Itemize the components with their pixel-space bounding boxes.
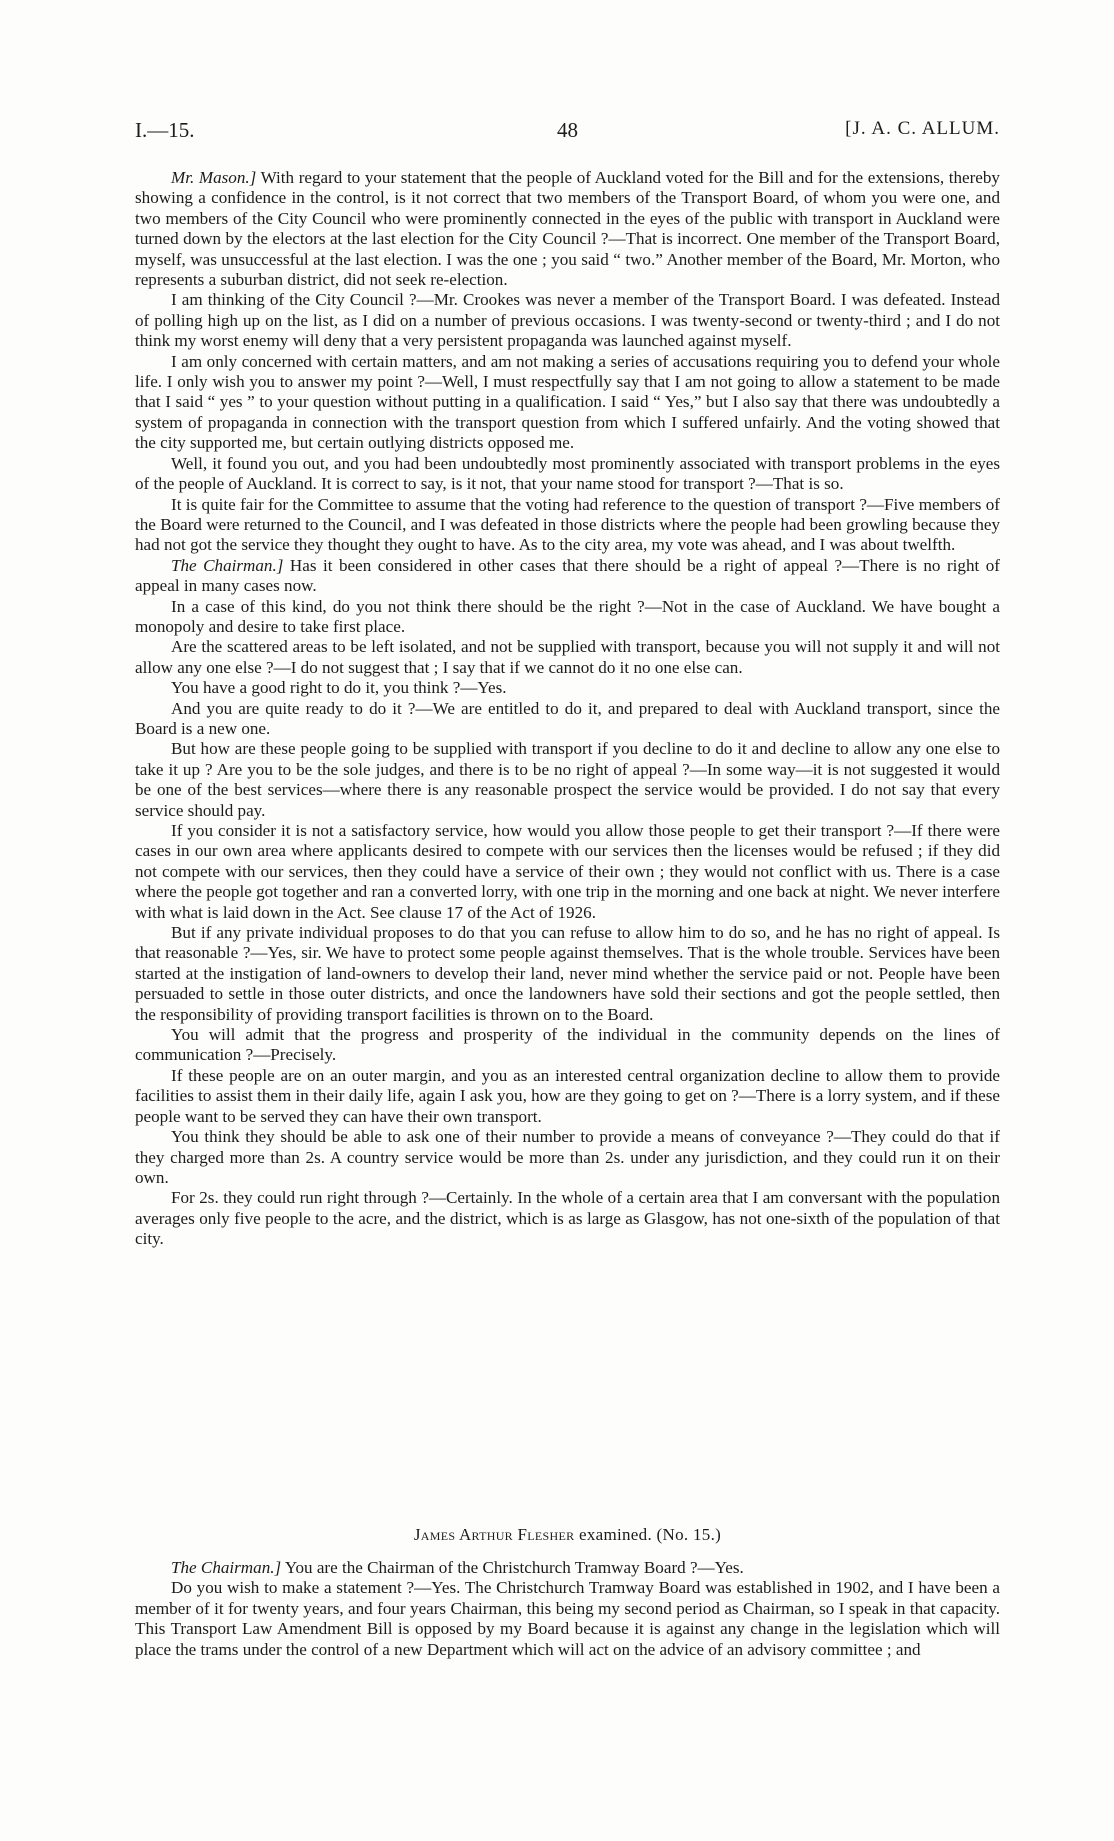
paragraph [135, 923, 1000, 1025]
paragraph [135, 597, 1000, 638]
paragraph [135, 556, 1000, 597]
speaker-label: The Chairman.] [171, 1558, 282, 1577]
paragraph-text: I am thinking of the City Council ?—Mr. Crookes was never a member of the Transport Board. I was defeated. Instead of polling high up on the list, as I did on a number of previous occasions. I was twenty-second or twenty-third ; and I do not think my worst enemy will deny that a very persistent propaganda was launched against myself. [135, 290, 1000, 351]
paragraph-text: You have a good right to do it, you think ?—Yes. [171, 678, 507, 698]
paragraph-text: If these people are on an outer margin, and you as an interested central organization decline to allow them to provide facilities to assist them in their daily life, again I ask you, how are they going to get on ?—There is a lorry system, and if these people want to be served they can have their own transport. [135, 1065, 1000, 1126]
paragraph [135, 637, 1000, 678]
testimony-body [135, 168, 1000, 1250]
paragraph-text: You think they should be able to ask one of their number to provide a means of conveyance ?—They could do that if they charged more than 2s. A country service would be more than 2s. under any jurisdiction, and they could run it on their own. [135, 1127, 1000, 1187]
paragraph-text: In a case of this kind, do you not think there should be the right ?—Not in the case of Auckland. We have bought a monopoly and desire to take first place. [135, 596, 1000, 636]
paragraph [135, 495, 1000, 556]
paragraph-text: I am only concerned with certain matters, and am not making a series of accusations requiring you to defend your whole life. I only wish you to answer my point ?—Well, I must respectfully say that I am not going to allow a statement to be made that I said “ yes ” to your question without putting in a qualification. I said “ Yes,” but I also say that there was undoubtedly a system of propaganda in connection with the transport question from which I suffered unfairly. And the voting showed that the city supported me, but certain outlying districts opposed me. [135, 351, 1000, 453]
speaker-label: The Chairman.] [171, 555, 284, 575]
paragraph-text: With regard to your statement that the people of Auckland voted for the Bill and for the extensions, thereby showing a confidence in the control, is it not correct that two members of the Transport Board, of whom you were one, and two members of the City Council who were prominently connected in the eyes of the public with transport in Auckland were turned down by the electors at the last election for the City Council ?—That is incorrect. One member of the Transport Board, myself, was unsuccessful at the last election. I was the one ; you said “ two.” Another member of the Board, Mr. Morton, who represents a suburban district, did not seek re-election. [135, 168, 1000, 290]
paragraph-text: You are the Chairman of the Christchurch Tramway Board ?—Yes. [281, 1558, 744, 1577]
paragraph-text: Do you wish to make a statement ?—Yes. The Christchurch Tramway Board was established in 1902, and I have been a member of it for twenty years, and four years Chairman, this being my second period as Chairman, so I speak in that capacity. This Transport Law Amendment Bill is opposed by my Board because it is against any change in the legislation which will place the trams under the control of a new Department which will act on the advice of an advisory committee ; and [135, 1578, 1000, 1659]
speaker-label: Mr. Mason.] [171, 168, 257, 187]
page-header [135, 118, 1000, 148]
paragraph [135, 1188, 1000, 1249]
paragraph [135, 1578, 1000, 1660]
paragraph-text: Are the scattered areas to be left isolated, and not be supplied with transport, because you will not supply it and will not allow any one else ?—I do not suggest that ; I say that if we cannot do it no one else can. [135, 637, 1000, 677]
paragraph [135, 1558, 1000, 1578]
paragraph-text: It is quite fair for the Committee to assume that the voting had reference to the question of transport ?—Five members of the Board were returned to the Council, and I was defeated in those districts where the people had been growling because they had not got the service they thought they ought to have. As to the city area, my vote was ahead, and I was about twelfth. [135, 494, 1000, 555]
witness-name: James Arthur Flesher [413, 1525, 575, 1544]
paragraph [135, 1025, 1000, 1066]
paragraph-text: But if any private individual proposes to do that you can refuse to allow him to do so, and he has no right of appeal. Is that reasonable ?—Yes, sir. We have to protect some people against themselves. That is the whole trouble. Services have been started at the instigation of land-owners to develop their land, never mind whether the service paid or not. People have been persuaded to settle in those outer districts, and once the landowners have sold their sections and got the people settled, then the responsibility of providing transport facilities is thrown on to the Board. [135, 923, 1000, 1024]
paragraph [135, 739, 1000, 821]
section-heading [135, 1525, 1000, 1545]
paper-reference: I.—15. [135, 118, 195, 142]
paragraph [135, 678, 1000, 698]
paragraph [135, 454, 1000, 495]
paragraph-text: If you consider it is not a satisfactory service, how would you allow those people to get their transport ?—If there were cases in our own area where applicants desired to compete with our services then the licenses would be refused ; if they did not compete with our services, then they could have a service of their own ; they would not conflict with us. There is a case where the people got together and ran a converted lorry, with one trip in the morning and one back at night. We never interfere with what is laid down in the Act. See clause 17 of the Act of 1926. [135, 821, 1000, 922]
paragraph [135, 821, 1000, 923]
paragraph-text: Has it been considered in other cases that there should be a right of appeal ?—There is no right of appeal in many cases now. [135, 555, 1000, 596]
paragraph-text: You will admit that the progress and prosperity of the individual in the community depends on the lines of communication ?—Precisely. [135, 1025, 1000, 1065]
witness-reference: [J. A. C. ALLUM. [845, 118, 1000, 139]
paragraph [135, 168, 1000, 290]
paragraph [135, 290, 1000, 351]
paragraph [135, 1066, 1000, 1127]
paragraph [135, 1127, 1000, 1188]
paragraph-text: For 2s. they could run right through ?—Certainly. In the whole of a certain area that I am conversant with the population averages only five people to the acre, and the district, which is as large as Glasgow, has not one-sixth of the population of that city. [135, 1188, 1000, 1249]
paragraph-text: And you are quite ready to do it ?—We are entitled to do it, and prepared to deal with Auckland transport, since the Board is a new one. [135, 698, 1000, 738]
paragraph [135, 699, 1000, 740]
page-number: 48 [557, 118, 578, 142]
paragraph-text: Well, it found you out, and you had been undoubtedly most prominently associated with transport problems in the eyes of the people of Auckland. It is correct to say, is it not, that your name stood for transport ?—That is so. [135, 453, 1000, 494]
section-suffix: examined. (No. 15.) [574, 1525, 722, 1544]
paragraph [135, 352, 1000, 454]
testimony-body-2 [135, 1558, 1000, 1660]
paragraph-text: But how are these people going to be supplied with transport if you decline to do it and decline to allow any one else to take it up ? Are you to be the sole judges, and there is to be no right of appeal ?—In some way—it is not suggested it would be one of the best services—where there is any reasonable prospect the service would be provided. I do not say that every service should pay. [135, 739, 1000, 820]
